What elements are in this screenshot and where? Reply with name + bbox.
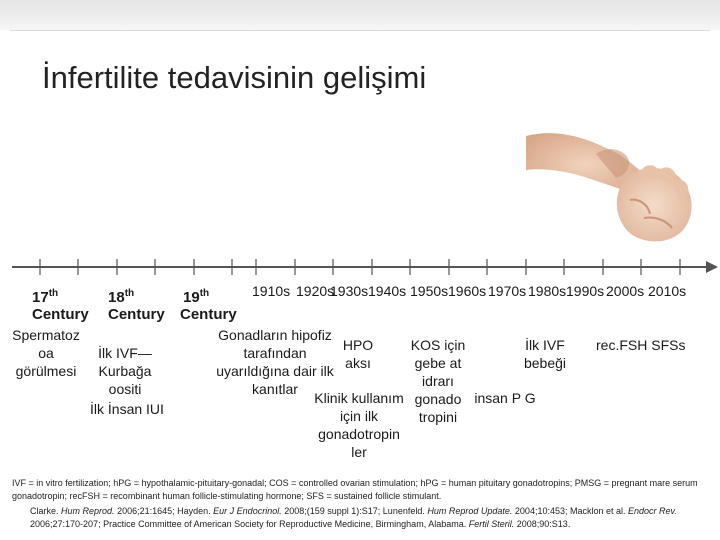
century-17-suffix: th: [48, 288, 59, 299]
top-band: [0, 0, 720, 30]
century-19: [180, 285, 237, 323]
century-18: [108, 285, 165, 323]
slide-title: İnfertilite tedavisinin gelişimi: [42, 60, 427, 95]
decade-2000s: 2000s: [606, 283, 645, 299]
event-human-pg: insan P G: [474, 390, 536, 406]
ref-detail-3: 2004;10:453; Macklon et al.: [514, 506, 626, 516]
century-19-word: Century: [180, 306, 237, 323]
event-gonad-stimulation: Gonadların hipofiz tarafından uyarıldığına dair ilk kanıtlar: [216, 327, 334, 397]
event-clinical-gonadotropins: Klinik kullanım için ilk gonadotropin ler: [314, 390, 404, 460]
ref-journal-1: Hum Reprod.: [61, 506, 115, 516]
decade-2010s: 2010s: [648, 283, 687, 299]
ref-journal-3: Hum Reprod Update.: [427, 506, 513, 516]
ref-detail-4: 2006;27:170-207; Practice Committee of American Society for Reproductive Medicine, Birmingham, Alabama.: [30, 519, 467, 529]
century-19-suffix: th: [199, 288, 210, 299]
ref-detail-5: 2008;90:S13.: [516, 519, 571, 529]
event-cos-pmsg: KOS için gebe at idrarı gonado tropini: [410, 337, 466, 425]
event-recfsh-sfss: rec.FSH SFSs: [596, 337, 686, 353]
decade-1950s: 1950s: [410, 283, 449, 299]
event-first-ivf-frog: İlk IVF— Kurbağa oositi: [98, 345, 152, 397]
century-17: [32, 285, 89, 323]
baby-hand-photo: [526, 118, 701, 250]
references: [30, 505, 715, 531]
event-hpo-axis: HPO aksı: [342, 337, 374, 371]
century-17-word: Century: [32, 306, 89, 323]
century-19-number: 19: [183, 289, 200, 306]
event-first-ivf-baby: İlk IVF bebeği: [523, 337, 567, 371]
century-18-number: 18: [108, 289, 125, 306]
ref-journal-5: Fertil Steril.: [468, 519, 515, 529]
event-spermatozoa: Spermatoz oa görülmesi: [12, 327, 80, 379]
ref-journal-4: Endocr Rev.: [628, 506, 677, 516]
decade-1990s: 1990s: [566, 283, 605, 299]
decade-1960s: 1960s: [448, 283, 487, 299]
century-17-number: 17: [32, 289, 49, 306]
decade-1970s: 1970s: [488, 283, 527, 299]
decade-1930s: 1930s: [330, 283, 369, 299]
century-18-word: Century: [108, 306, 165, 323]
ref-detail-1: 2006;21:1645; Hayden.: [117, 506, 211, 516]
ref-journal-2: Eur J Endocrinol.: [213, 506, 282, 516]
decade-1910s: 1910s: [252, 283, 291, 299]
decade-1940s: 1940s: [368, 283, 407, 299]
ref-detail-2: 2008;(159 suppl 1):S17; Lunenfeld.: [284, 506, 425, 516]
event-first-human-iui: İlk İnsan IUI: [90, 401, 164, 417]
decade-1980s: 1980s: [528, 283, 567, 299]
century-18-suffix: th: [124, 288, 135, 299]
footnote: IVF = in vitro fertilization; hPG = hypothalamic-pituitary-gonadal; COS = controlled ovarian stimulation; hPG = human pituitary gonadotropins; PMSG = pregnant mare serum gonadotropin; recFSH = recombinant human follicle-stimulating hormone; SFS = sustained follicle stimulant.: [12, 478, 698, 501]
decade-1920s: 1920s: [296, 283, 335, 299]
ref-authors: Clarke.: [30, 506, 59, 516]
